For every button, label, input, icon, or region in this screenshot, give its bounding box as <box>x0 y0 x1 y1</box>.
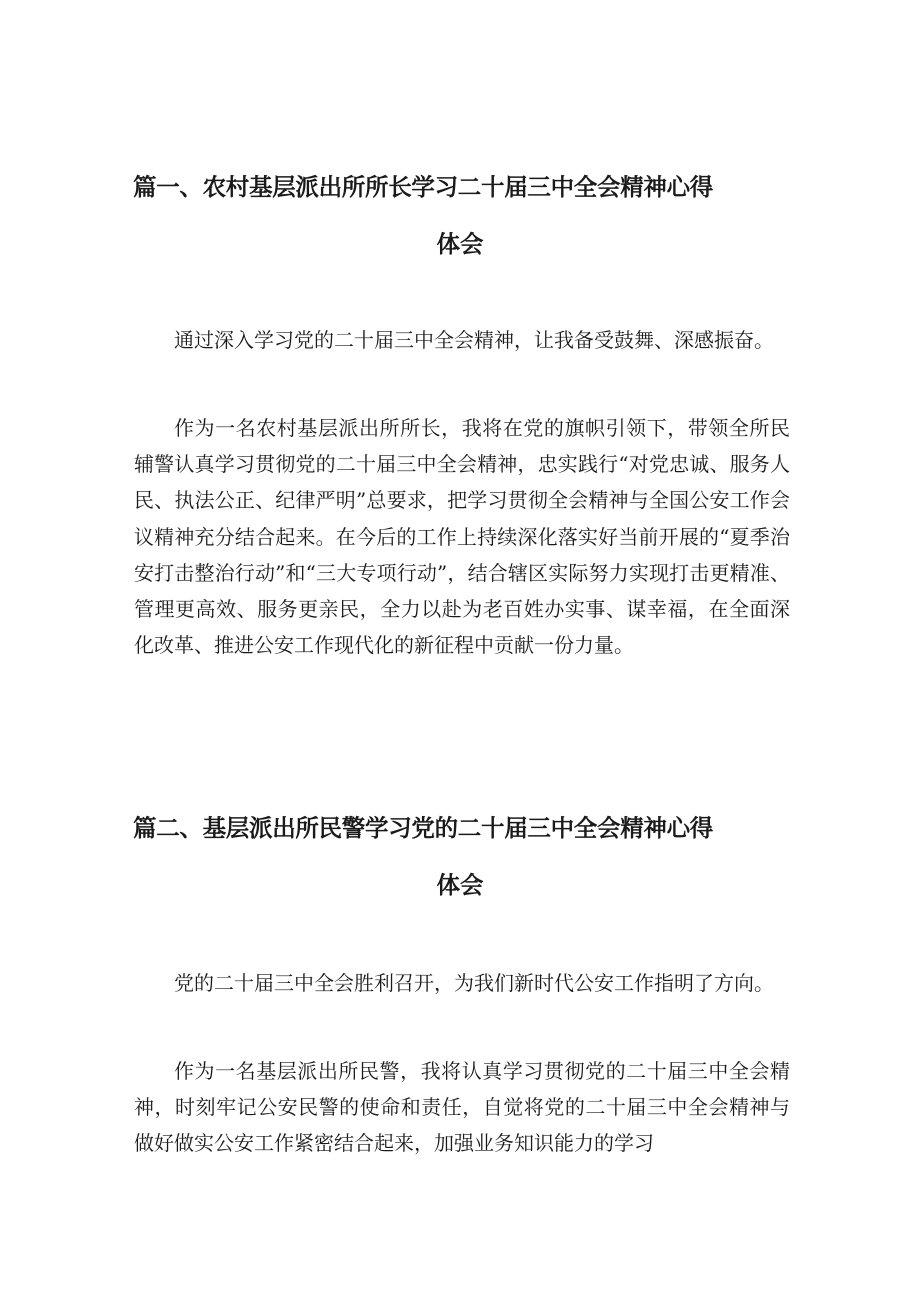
section-2-paragraph-2: 作为一名基层派出所民警，我将认真学习贯彻党的二十届三中全会精神，时刻牢记公安民警的使命和责任，自觉将党的二十届三中全会精神与做好做实公安工作紧密结合起来，加强业务知识能力的学习 <box>134 1059 790 1156</box>
section-1-title-line2: 体会 <box>436 230 484 258</box>
section-2-title-line1: 篇二、基层派出所民警学习党的二十届三中全会精神心得 <box>133 814 713 842</box>
section-1-paragraph-1: 通过深入学习党的二十届三中全会精神，让我备受鼓舞、深感振奋。 <box>174 328 774 352</box>
section-2-paragraph-1: 党的二十届三中全会胜利召开，为我们新时代公安工作指明了方向。 <box>174 971 774 995</box>
section-1-title-line1: 篇一、农村基层派出所所长学习二十届三中全会精神心得 <box>133 173 713 201</box>
section-1-paragraph-2: 作为一名农村基层派出所所长，我将在党的旗帜引领下，带领全所民辅警认真学习贯彻党的二十届三中全会精神，忠实践行“对党忠诚、服务人民、执法公正、纪律严明”总要求，把学习贯彻全会精神与全国公安工作会议精神充分结合起来。在今后的工作上持续深化落实好当前开展的“夏季治安打击整治行动”和“三大专项行动”，结合辖区实际努力实现打击更精准、管理更高效、服务更亲民，全力以赴为老百姓办实事、谋幸福，在全面深化改革、推进公安工作现代化的新征程中贡献一份力量。 <box>134 416 790 658</box>
section-2-title-line2: 体会 <box>436 871 484 899</box>
